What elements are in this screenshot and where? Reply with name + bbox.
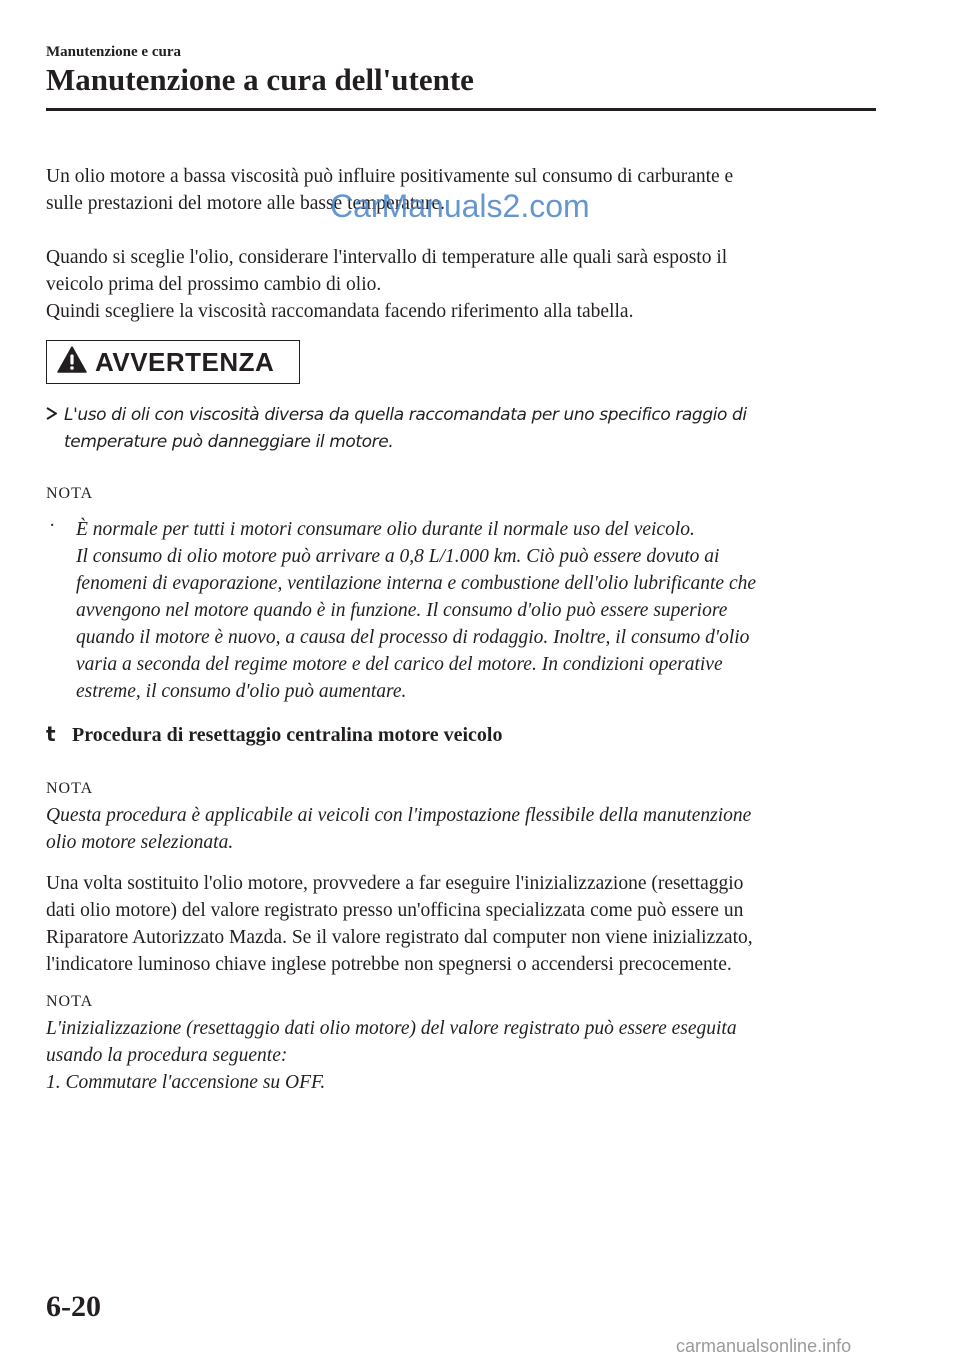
- note-line: fenomeni di evaporazione, ventilazione interna e combustione dell'olio lubrificante che: [76, 573, 757, 594]
- warning-triangle-icon: [57, 346, 87, 378]
- note-body: [46, 802, 751, 856]
- note-line: 1. Commutare l'accensione su OFF.: [46, 1072, 326, 1093]
- note-body: [46, 1015, 737, 1096]
- procedure-heading: [46, 722, 502, 747]
- page-number: 6-20: [46, 1290, 101, 1323]
- arrow-bullet-icon: [46, 402, 64, 429]
- warning-label: AVVERTENZA: [95, 346, 275, 377]
- note-line: olio motore selezionata.: [46, 832, 234, 853]
- watermark-bottom: carmanualsonline.info: [676, 1336, 852, 1356]
- note-body: [76, 516, 756, 705]
- procedure-heading-text: Procedura di resettaggio centralina motore veicolo: [72, 724, 503, 746]
- text-line: Quando si sceglie l'olio, considerare l'intervallo di temperature alle quali sarà esposto il: [46, 247, 728, 268]
- body-paragraph: [46, 870, 876, 978]
- note-heading: NOTA: [46, 485, 94, 502]
- warning-text: [46, 402, 876, 456]
- note-heading: NOTA: [46, 993, 94, 1010]
- note-line: estreme, il consumo d'olio può aumentare.: [76, 681, 407, 702]
- page-title: Manutenzione a cura dell'utente: [46, 62, 474, 97]
- note-line: È normale per tutti i motori consumare olio durante il normale uso del veicolo.: [76, 519, 695, 540]
- note-line: varia a seconda del regime motore e del carico del motore. In condizioni operative: [76, 654, 723, 675]
- warning-box: [46, 340, 300, 384]
- text-line: sulle prestazioni del motore alle basse temperature.: [46, 193, 446, 214]
- text-line: veicolo prima del prossimo cambio di olio.: [46, 274, 382, 295]
- note-line: avvengono nel motore quando è in funzione. Il consumo d'olio può essere superiore: [76, 600, 728, 621]
- section-marker: t: [46, 722, 56, 746]
- text-line: Una volta sostituito l'olio motore, provvedere a far eseguire l'inizializzazione (resettaggio: [46, 873, 744, 894]
- watermark-top: CarManuals2.com: [330, 188, 590, 224]
- warning-line: L'uso di oli con viscosità diversa da quella raccomandata per uno specifico raggio di: [64, 405, 747, 425]
- text-line: dati olio motore) del valore registrato presso un'officina specializzata come può essere un: [46, 900, 744, 921]
- note-heading: NOTA: [46, 780, 94, 797]
- text-line: l'indicatore luminoso chiave inglese potrebbe non spegnersi o accendersi precocemente.: [46, 954, 732, 975]
- note-line: L'inizializzazione (resettaggio dati olio motore) del valore registrato può essere eseguita: [46, 1018, 737, 1039]
- bullet-dot: ·: [49, 515, 56, 536]
- title-rule: [46, 108, 876, 111]
- intro-paragraph-2: [46, 244, 876, 325]
- section-label: Manutenzione e cura: [46, 44, 181, 60]
- note-line: usando la procedura seguente:: [46, 1045, 288, 1066]
- text-line: Un olio motore a bassa viscosità può influire positivamente sul consumo di carburante e: [46, 166, 734, 187]
- warning-line: temperature può danneggiare il motore.: [64, 432, 394, 452]
- note-line: Il consumo di olio motore può arrivare a 0,8 L/1.000 km. Ciò può essere dovuto ai: [76, 546, 720, 567]
- text-line: Riparatore Autorizzato Mazda. Se il valore registrato dal computer non viene inizializzato,: [46, 927, 753, 948]
- note-line: Questa procedura è applicabile ai veicoli con l'impostazione flessibile della manutenzione: [46, 805, 752, 826]
- text-line: Quindi scegliere la viscosità raccomandata facendo riferimento alla tabella.: [46, 301, 634, 322]
- note-line: quando il motore è nuovo, a causa del processo di rodaggio. Inoltre, il consumo d'olio: [76, 627, 750, 648]
